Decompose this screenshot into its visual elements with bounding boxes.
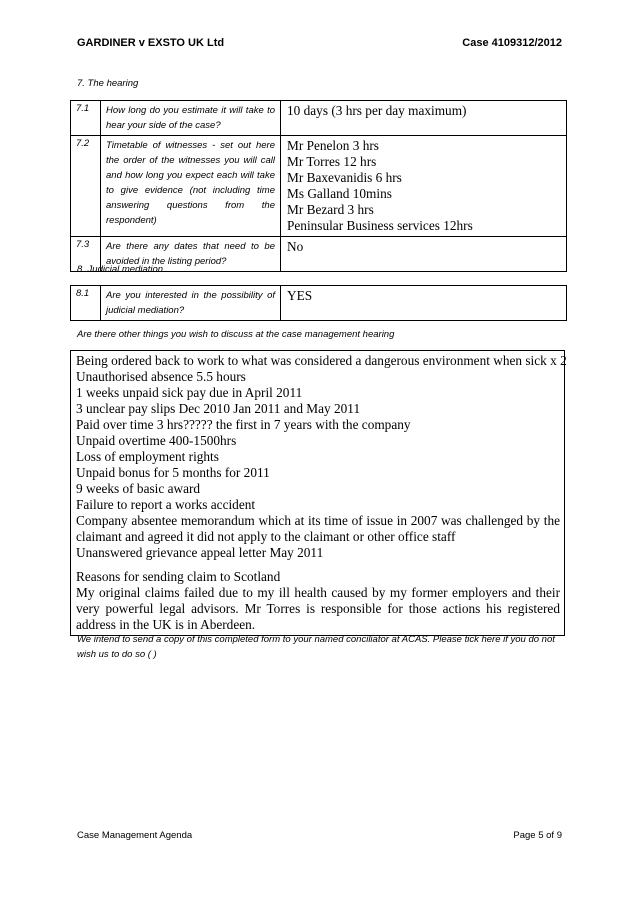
- row-question: Timetable of witnesses - set out here the order of the witnesses you will call and how long you expect each will take to give evidence (not including time answering questions from the respondent): [101, 136, 281, 237]
- row-question: Are you interested in the possibility of judicial mediation?: [101, 286, 281, 321]
- row-number: 7.2: [71, 136, 101, 237]
- reasons-paragraph: My original claims failed due to my ill health caused by my former employers and their very powerful legal advisors. Mr Torres is responsible for those actions his registered address in the UK is in Aberdeen.: [76, 585, 560, 632]
- issue-line: Being ordered back to work to what was considered a dangerous environment when sick x 2: [76, 353, 567, 368]
- issue-line: 1 weeks unpaid sick pay due in April 2011: [76, 385, 303, 400]
- mediation-table: [70, 285, 567, 321]
- row-number: 7.3: [71, 237, 101, 272]
- answer-line: Ms Galland 10mins: [287, 186, 392, 201]
- case-parties: GARDINER v EXSTO UK Ltd: [77, 37, 225, 49]
- answer-line: YES: [287, 288, 313, 303]
- answer-line: Mr Bezard 3 hrs: [287, 202, 374, 217]
- answer-line: Peninsular Business services 12hrs: [287, 218, 473, 233]
- issue-line: 3 unclear pay slips Dec 2010 Jan 2011 and May 2011: [76, 401, 361, 416]
- issue-line: Unauthorised absence 5.5 hours: [76, 369, 246, 384]
- other-things-prompt: Are there other things you wish to discuss at the case management hearing: [77, 329, 395, 340]
- page-footer: [77, 830, 562, 841]
- acas-note: We intend to send a copy of this completed form to your named conciliator at ACAS. Please tick here if you do not wish us to do so ( ): [77, 634, 555, 660]
- answer-line: Mr Baxevanidis 6 hrs: [287, 170, 402, 185]
- unanswered-line: Unanswered grievance appeal letter May 2011: [76, 545, 324, 560]
- issue-line: Paid over time 3 hrs????? the first in 7 years with the company: [76, 417, 411, 432]
- row-answer: [281, 286, 567, 321]
- issue-line: Failure to report a works accident: [76, 497, 256, 512]
- section-8-title: 8. Judicial mediation: [77, 264, 164, 275]
- section-7-title: 7. The hearing: [77, 78, 139, 89]
- case-number: Case 4109312/2012: [462, 37, 562, 49]
- table-row: [71, 136, 567, 237]
- row-question: Are there any dates that need to be avoided in the listing period?: [101, 237, 281, 272]
- row-answer: [281, 101, 567, 136]
- row-answer: [281, 136, 567, 237]
- hearing-table: [70, 100, 567, 272]
- page-header: [77, 37, 562, 49]
- answer-line: Mr Penelon 3 hrs: [287, 138, 379, 153]
- memo-paragraph: Company absentee memorandum which at its time of issue in 2007 was challenged by the claimant and agreed it did not apply to the claimant or other office staff: [76, 513, 560, 544]
- answer-line: Mr Torres 12 hrs: [287, 154, 377, 169]
- row-number: 7.1: [71, 101, 101, 136]
- footer-title: Case Management Agenda: [77, 830, 193, 841]
- other-things-box: [70, 350, 565, 636]
- issue-line: Unpaid bonus for 5 months for 2011: [76, 465, 270, 480]
- issue-line: 9 weeks of basic award: [76, 481, 201, 496]
- issue-line: Loss of employment rights: [76, 449, 219, 464]
- row-answer: [281, 237, 567, 272]
- table-row: [71, 101, 567, 136]
- page-number: Page 5 of 9: [513, 830, 562, 841]
- row-number: 8.1: [71, 286, 101, 321]
- issue-line: Unpaid overtime 400-1500hrs: [76, 433, 237, 448]
- answer-line: No: [287, 239, 304, 254]
- reasons-title: Reasons for sending claim to Scotland: [76, 569, 281, 584]
- spacer: [76, 561, 560, 569]
- row-question: How long do you estimate it will take to hear your side of the case?: [101, 101, 281, 136]
- answer-line: 10 days (3 hrs per day maximum): [287, 103, 467, 118]
- table-row: [71, 286, 567, 321]
